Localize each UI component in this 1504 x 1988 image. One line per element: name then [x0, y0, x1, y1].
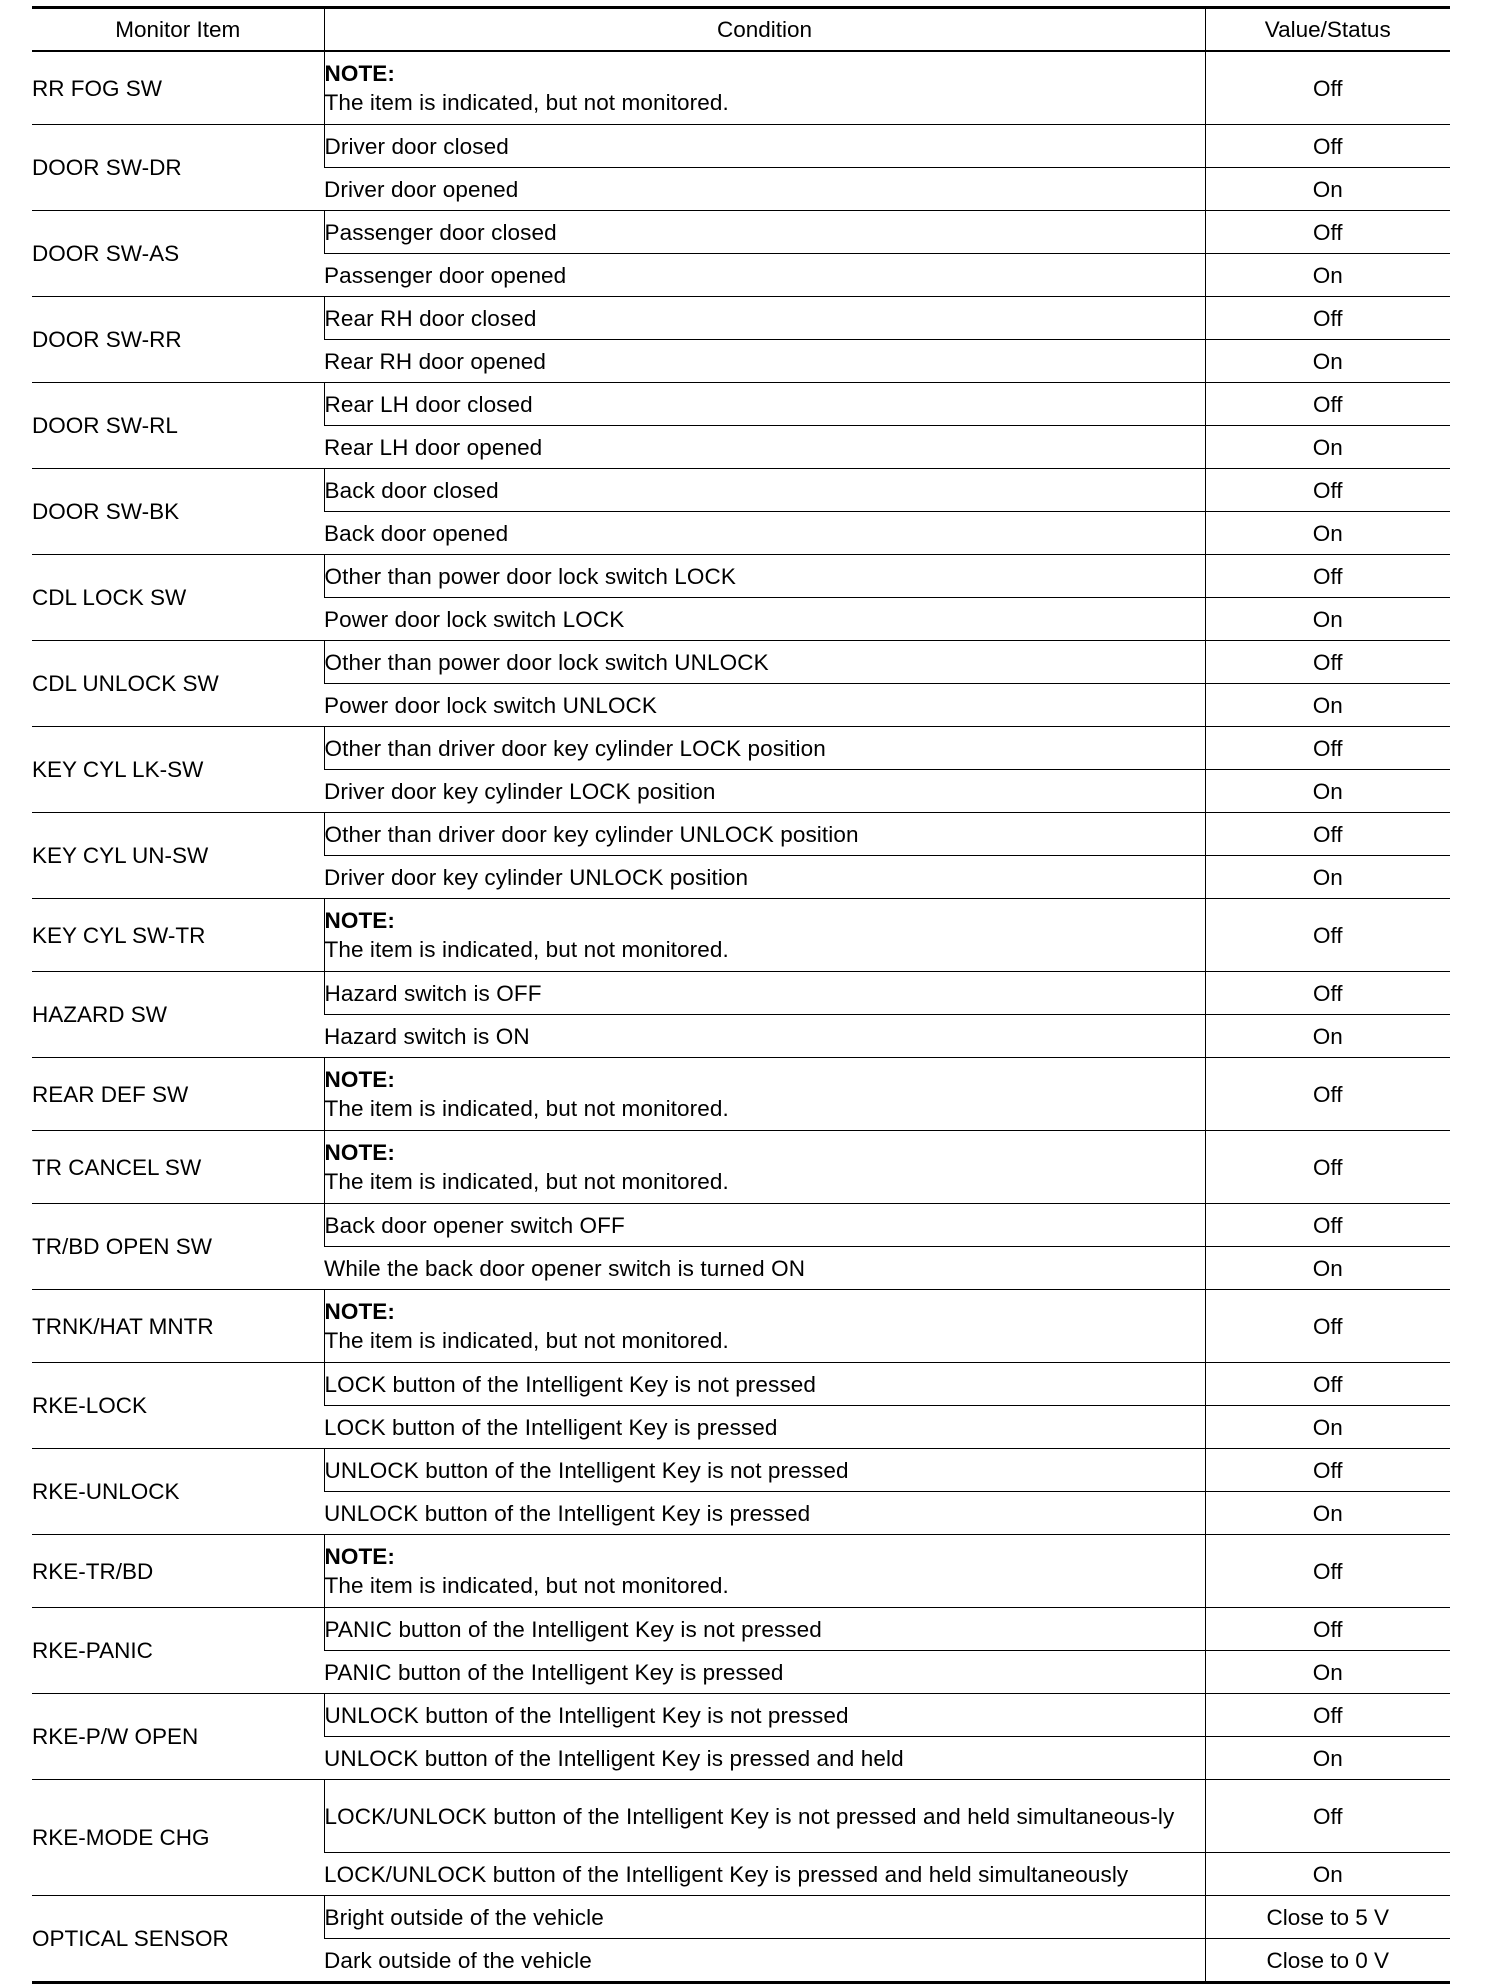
condition-cell: Power door lock switch UNLOCK [324, 684, 1205, 727]
value-status-cell: On [1205, 340, 1450, 383]
value-status-cell: Off [1205, 727, 1450, 770]
note-text: The item is indicated, but not monitored. [324, 1328, 729, 1353]
value-status-cell: Off [1205, 972, 1450, 1015]
note-cell [324, 51, 1205, 125]
value-status-cell: Off [1205, 125, 1450, 168]
table-row [32, 641, 1450, 684]
table-row [32, 1608, 1450, 1651]
condition-cell: Dark outside of the vehicle [324, 1939, 1205, 1983]
condition-cell: Driver door opened [324, 168, 1205, 211]
condition-cell: Passenger door opened [324, 254, 1205, 297]
value-status-cell: On [1205, 1853, 1450, 1896]
note-cell [324, 1290, 1205, 1363]
monitor-item-cell: KEY CYL UN-SW [32, 813, 324, 899]
monitor-item-cell: KEY CYL LK-SW [32, 727, 324, 813]
monitor-item-cell: DOOR SW-DR [32, 125, 324, 211]
condition-cell: LOCK/UNLOCK button of the Intelligent Key is pressed and held simultaneously [324, 1853, 1205, 1896]
condition-cell: Rear RH door opened [324, 340, 1205, 383]
value-status-cell: On [1205, 598, 1450, 641]
table-row [32, 1896, 1450, 1939]
value-status-cell: On [1205, 254, 1450, 297]
value-status-cell: Off [1205, 813, 1450, 856]
condition-cell: Driver door closed [324, 125, 1205, 168]
condition-cell: Other than driver door key cylinder LOCK position [324, 727, 1205, 770]
value-status-cell: Off [1205, 641, 1450, 684]
monitor-item-cell: OPTICAL SENSOR [32, 1896, 324, 1983]
value-status-cell: On [1205, 1651, 1450, 1694]
table-row [32, 51, 1450, 125]
value-status-cell: Off [1205, 1204, 1450, 1247]
monitor-item-cell: RR FOG SW [32, 51, 324, 125]
condition-cell: LOCK/UNLOCK button of the Intelligent Key is not pressed and held simultaneous-ly [324, 1780, 1205, 1853]
condition-cell: PANIC button of the Intelligent Key is pressed [324, 1651, 1205, 1694]
monitor-item-cell: TR/BD OPEN SW [32, 1204, 324, 1290]
value-status-cell: Off [1205, 1058, 1450, 1131]
table-row [32, 972, 1450, 1015]
value-status-cell: Off [1205, 899, 1450, 972]
monitor-item-cell: DOOR SW-BK [32, 469, 324, 555]
table-row [32, 469, 1450, 512]
note-cell [324, 1131, 1205, 1204]
value-status-cell: On [1205, 684, 1450, 727]
table-row [32, 899, 1450, 972]
note-title: NOTE: [324, 1067, 395, 1092]
value-status-cell: Off [1205, 1449, 1450, 1492]
table-row [32, 1204, 1450, 1247]
monitor-item-cell: RKE-MODE CHG [32, 1780, 324, 1896]
table-row [32, 1363, 1450, 1406]
note-cell [324, 1535, 1205, 1608]
value-status-cell: Off [1205, 555, 1450, 598]
value-status-cell: Off [1205, 1535, 1450, 1608]
table-row [32, 727, 1450, 770]
condition-cell: Hazard switch is OFF [324, 972, 1205, 1015]
value-status-cell: On [1205, 856, 1450, 899]
value-status-cell: On [1205, 1492, 1450, 1535]
table-row [32, 1058, 1450, 1131]
monitor-item-cell: REAR DEF SW [32, 1058, 324, 1131]
value-status-cell: On [1205, 1737, 1450, 1780]
note-text: The item is indicated, but not monitored. [324, 1573, 729, 1598]
table-row [32, 555, 1450, 598]
note-title: NOTE: [324, 908, 395, 933]
table-row [32, 383, 1450, 426]
condition-cell: Other than power door lock switch UNLOCK [324, 641, 1205, 684]
condition-cell: Back door opened [324, 512, 1205, 555]
condition-cell: UNLOCK button of the Intelligent Key is not pressed [324, 1449, 1205, 1492]
value-status-cell: Off [1205, 383, 1450, 426]
value-status-cell: Off [1205, 1363, 1450, 1406]
monitor-item-cell: RKE-UNLOCK [32, 1449, 324, 1535]
monitor-item-cell: RKE-PANIC [32, 1608, 324, 1694]
condition-cell: LOCK button of the Intelligent Key is not pressed [324, 1363, 1205, 1406]
note-title: NOTE: [324, 1544, 395, 1569]
table-row [32, 1694, 1450, 1737]
condition-cell: Driver door key cylinder LOCK position [324, 770, 1205, 813]
value-status-cell: Off [1205, 1290, 1450, 1363]
note-title: NOTE: [324, 1140, 395, 1165]
value-status-cell: Off [1205, 1694, 1450, 1737]
monitor-item-cell: TRNK/HAT MNTR [32, 1290, 324, 1363]
table-row [32, 1131, 1450, 1204]
header-value-status: Value/Status [1205, 8, 1450, 52]
note-title: NOTE: [324, 1299, 395, 1324]
note-cell [324, 1058, 1205, 1131]
table-row [32, 1535, 1450, 1608]
note-text: The item is indicated, but not monitored. [324, 90, 729, 115]
note-text: The item is indicated, but not monitored. [324, 1169, 729, 1194]
condition-cell: While the back door opener switch is turned ON [324, 1247, 1205, 1290]
value-status-cell: On [1205, 1015, 1450, 1058]
condition-cell: UNLOCK button of the Intelligent Key is pressed [324, 1492, 1205, 1535]
value-status-cell: Off [1205, 211, 1450, 254]
condition-cell: Rear RH door closed [324, 297, 1205, 340]
table-row [32, 1290, 1450, 1363]
condition-cell: Power door lock switch LOCK [324, 598, 1205, 641]
monitor-item-cell: RKE-LOCK [32, 1363, 324, 1449]
table-row [32, 813, 1450, 856]
condition-cell: Rear LH door closed [324, 383, 1205, 426]
condition-cell: Back door closed [324, 469, 1205, 512]
monitor-item-cell: DOOR SW-RL [32, 383, 324, 469]
condition-cell: Rear LH door opened [324, 426, 1205, 469]
condition-cell: Driver door key cylinder UNLOCK position [324, 856, 1205, 899]
value-status-cell: On [1205, 770, 1450, 813]
monitor-item-cell: KEY CYL SW-TR [32, 899, 324, 972]
table-row [32, 1449, 1450, 1492]
monitor-item-cell: TR CANCEL SW [32, 1131, 324, 1204]
note-text: The item is indicated, but not monitored. [324, 937, 729, 962]
value-status-cell: Off [1205, 1608, 1450, 1651]
note-text: The item is indicated, but not monitored. [324, 1096, 729, 1121]
condition-cell: Passenger door closed [324, 211, 1205, 254]
header-condition: Condition [324, 8, 1205, 52]
monitor-item-cell: DOOR SW-RR [32, 297, 324, 383]
value-status-cell: On [1205, 1406, 1450, 1449]
value-status-cell: Off [1205, 51, 1450, 125]
table-row [32, 211, 1450, 254]
value-status-cell: Close to 5 V [1205, 1896, 1450, 1939]
value-status-cell: Off [1205, 297, 1450, 340]
value-status-cell: Close to 0 V [1205, 1939, 1450, 1983]
condition-cell: Back door opener switch OFF [324, 1204, 1205, 1247]
monitor-item-cell: RKE-P/W OPEN [32, 1694, 324, 1780]
condition-cell: UNLOCK button of the Intelligent Key is pressed and held [324, 1737, 1205, 1780]
table-body [32, 51, 1450, 1983]
table-row [32, 297, 1450, 340]
condition-cell: Bright outside of the vehicle [324, 1896, 1205, 1939]
condition-cell: UNLOCK button of the Intelligent Key is not pressed [324, 1694, 1205, 1737]
value-status-cell: Off [1205, 1131, 1450, 1204]
value-status-cell: On [1205, 1247, 1450, 1290]
condition-cell: PANIC button of the Intelligent Key is not pressed [324, 1608, 1205, 1651]
monitor-item-table [32, 6, 1450, 1984]
monitor-item-cell: DOOR SW-AS [32, 211, 324, 297]
table-row [32, 125, 1450, 168]
monitor-item-cell: HAZARD SW [32, 972, 324, 1058]
value-status-cell: Off [1205, 1780, 1450, 1853]
condition-cell: LOCK button of the Intelligent Key is pressed [324, 1406, 1205, 1449]
value-status-cell: On [1205, 426, 1450, 469]
condition-cell: Other than power door lock switch LOCK [324, 555, 1205, 598]
monitor-item-cell: CDL LOCK SW [32, 555, 324, 641]
value-status-cell: Off [1205, 469, 1450, 512]
condition-cell: Hazard switch is ON [324, 1015, 1205, 1058]
note-cell [324, 899, 1205, 972]
value-status-cell: On [1205, 168, 1450, 211]
table-row [32, 1780, 1450, 1853]
note-title: NOTE: [324, 61, 395, 86]
monitor-item-cell: CDL UNLOCK SW [32, 641, 324, 727]
table-header-row [32, 8, 1450, 52]
header-monitor-item: Monitor Item [32, 8, 324, 52]
monitor-item-cell: RKE-TR/BD [32, 1535, 324, 1608]
value-status-cell: On [1205, 512, 1450, 555]
condition-cell: Other than driver door key cylinder UNLOCK position [324, 813, 1205, 856]
